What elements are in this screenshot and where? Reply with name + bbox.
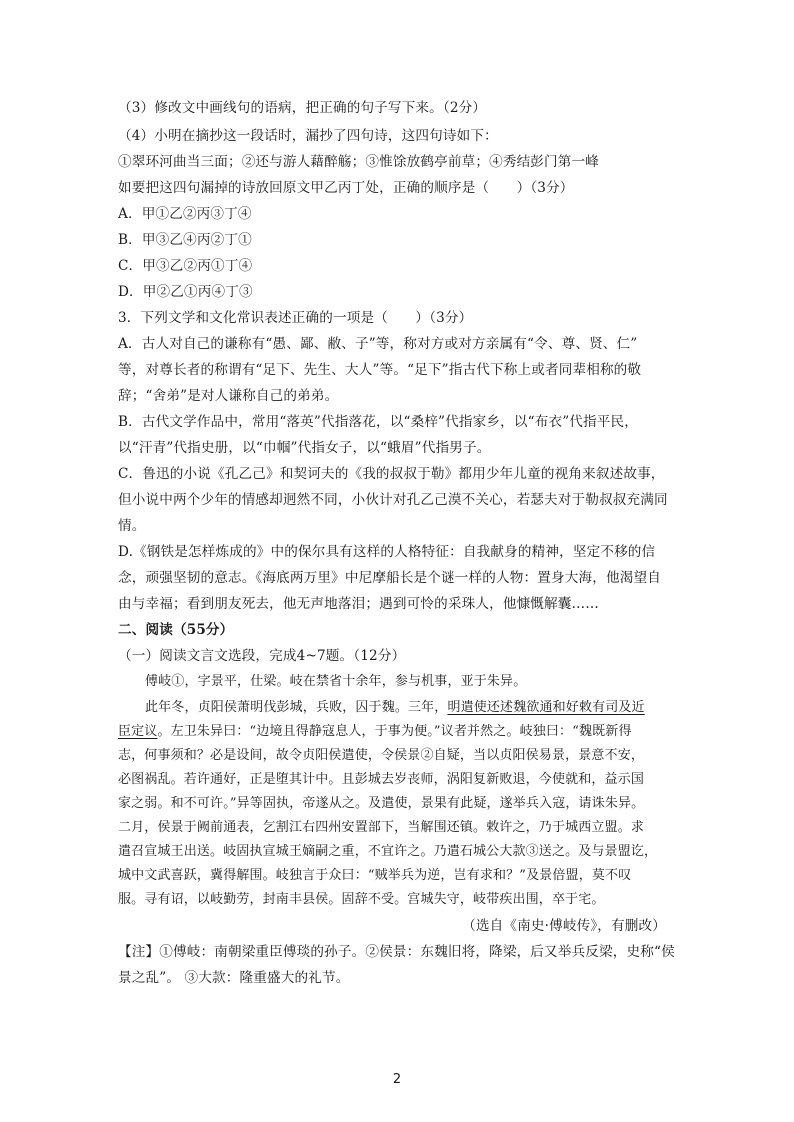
section-heading: 二、阅读（55分） <box>118 622 234 638</box>
annotation-line: 【注】①傅岐：南朝梁重臣傅琰的孙子。②侯景：东魏旧将，降梁，后又举兵反梁，史称“侯 <box>118 944 675 960</box>
underlined-sentence: 明遣使还述魏欲通和好敕有司及近 <box>447 700 645 715</box>
passage-line: 服。寻有诏，以岐勤劳，封南丰县侯。固辞不受。宫城失守，岐带疾出围，卒于宅。 <box>118 892 605 907</box>
underlined-sentence: 臣定议 <box>118 724 158 739</box>
q3-option-a-line: 等，对尊长者的称谓有“足下、先生、大人”等。“足下”指古代下称上或者同辈相称的敬 <box>118 362 642 378</box>
passage-source: （选自《南史·傅岐传》，有删改） <box>462 918 666 934</box>
question-3-part-4: （4）小明在摘抄这一段话时，漏抄了四句诗，这四句诗如下： <box>118 128 498 144</box>
annotation-line: 景之乱”。 ③大款：隆重盛大的礼节。 <box>118 970 350 986</box>
q3-option-d-line: 由与幸福；看到朋友死去，他无声地落泪；遇到可怜的采珠人，他慷慨解囊…… <box>118 596 600 612</box>
question-3-stem: 3．下列文学和文化常识表述正确的一项是（ ）（3分） <box>118 310 473 326</box>
q3-option-d-line: 念，顽强坚韧的意志。《海底两万里》中尼摩船长是个谜一样的人物：置身大海，他渴望自 <box>118 570 661 586</box>
order-question: 如要把这四句漏掉的诗放回原文甲乙丙丁处，正确的顺序是（ ）（3分） <box>118 180 574 196</box>
passage-paragraph-1: 傅岐①，字景平，仕梁。岐在禁省十余年，参与机事，亚于朱异。 <box>145 674 527 689</box>
page-number: 2 <box>392 1072 402 1087</box>
option-b: B．甲③乙④丙②丁① <box>118 232 252 248</box>
q3-option-d-line: D.《钢铁是怎样炼成的》中的保尔具有这样的人格特征：自我献身的精神，坚定不移的信 <box>118 544 656 560</box>
option-d: D．甲②乙①丙④丁③ <box>118 284 253 300</box>
q3-option-a-line: 辞；“舍弟”是对人谦称自己的弟弟。 <box>118 388 339 404</box>
subsection-heading: （一）阅读文言文选段，完成4~7题。（12分） <box>118 648 406 664</box>
q3-option-c-line: C．鲁迅的小说《孔乙己》和契诃夫的《我的叔叔于勒》都用少年儿童的视角来叙述故事， <box>118 466 665 482</box>
passage-line: 二月，侯景于阙前通表，乞割江右四州安置部下，当解围还镇。敕许之，乃于城西立盟。求 <box>118 820 645 835</box>
q3-option-b-line: B．古代文学作品中，常用“落英”代指落花，以“桑梓”代指家乡，以“布衣”代指平民， <box>118 414 639 430</box>
passage-line: 志，何事须和？必是设间，故令贞阳侯遣使，令侯景②自疑，当以贞阳侯易景，景意不安， <box>118 748 645 763</box>
q3-option-c-line: 情。 <box>118 518 146 534</box>
passage-line <box>145 698 645 718</box>
option-a: A．甲①乙②丙③丁④ <box>118 206 252 222</box>
passage-line: 城中文武喜跃，冀得解围。岐独言于众曰：“贼举兵为逆，岂有求和？”及景倍盟，莫不叹 <box>118 868 632 883</box>
option-c: C．甲③乙②丙①丁④ <box>118 258 253 274</box>
q3-option-b-line: 以“汗青”代指史册，以“巾帼”代指女子，以“蛾眉”代指男子。 <box>118 440 491 456</box>
missing-poems: ①翠环河曲当三面；②还与游人藉醉觞；③惟馀放鹤亭前草；④秀结彭门第一峰 <box>118 154 600 170</box>
passage-line: 家之弱。和不可许。”异等固执，帝遂从之。及遣使，景果有此疑，遂举兵入寇，请诛朱异。 <box>118 796 645 811</box>
passage-text: 此年冬，贞阳侯萧明伐彭城，兵败，囚于魏。三年， <box>145 700 448 715</box>
passage-text: 。左卫朱异曰：“边境且得静寇息人，于事为便。”议者并然之。岐独曰：“魏既新得 <box>157 724 632 739</box>
passage-line <box>118 722 632 742</box>
q3-option-c-line: 但小说中两个少年的情感却迥然不同，小伙计对孔乙己漠不关心，若瑟夫对于勒叔叔充满同 <box>118 492 668 508</box>
question-3-part-3: （3）修改文中画线句的语病，把正确的句子写下来。（2分） <box>118 100 487 116</box>
passage-line: 必图祸乱。若许通好，正是堕其计中。且彭城去岁丧师，涡阳复新败退，今使就和，益示国 <box>118 772 645 787</box>
q3-option-a-line: A．古人对自己的谦称有“愚、鄙、敝、子”等，称对方或对方亲属有“令、尊、贤、仁” <box>118 336 638 352</box>
passage-line: 遣召宣城王出送。岐固执宣城王嫡嗣之重，不宜许之。乃遣石城公大款③送之。及与景盟讫， <box>118 844 658 859</box>
